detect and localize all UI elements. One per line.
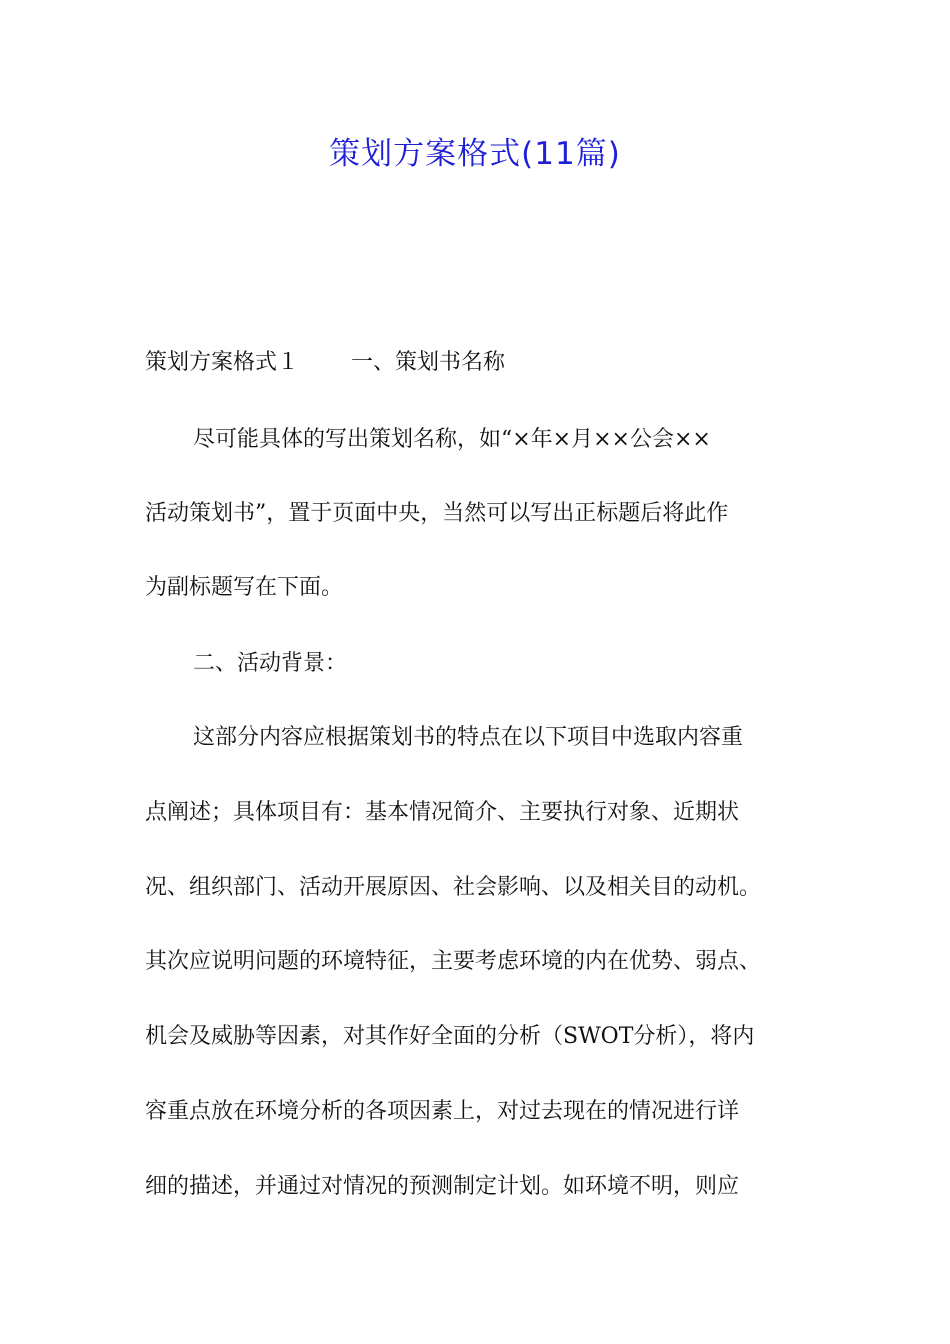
paragraph-line: 尽可能具体的写出策划名称，如“×年×月××公会×× xyxy=(193,427,711,452)
paragraph-line: 为副标题写在下面。 xyxy=(145,575,344,600)
document-section-label: 策划方案格式１ xyxy=(145,350,300,375)
section-heading-line xyxy=(145,345,505,376)
paragraph-line: 活动策划书”，置于页面中央，当然可以写出正标题后将此作 xyxy=(145,501,729,526)
paragraph-line: 这部分内容应根据策划书的特点在以下项目中选取内容重 xyxy=(193,725,744,750)
heading-plan-name: 一、策划书名称 xyxy=(351,350,506,375)
paragraph-line: 况、组织部门、活动开展原因、社会影响、以及相关目的动机。 xyxy=(145,875,762,900)
heading-activity-background: 二、活动背景： xyxy=(193,651,348,676)
paragraph-line: 容重点放在环境分析的各项因素上，对过去现在的情况进行详 xyxy=(145,1099,740,1124)
paragraph-line: 点阐述；具体项目有：基本情况简介、主要执行对象、近期状 xyxy=(145,800,740,825)
paragraph-line: 机会及威胁等因素，对其作好全面的分析（SWOT分析），将内 xyxy=(145,1024,755,1049)
paragraph-line: 其次应说明问题的环境特征，主要考虑环境的内在优势、弱点、 xyxy=(145,949,762,974)
document-title: 策划方案格式(11篇) xyxy=(329,136,621,172)
paragraph-line: 细的描述，并通过对情况的预测制定计划。如环境不明，则应 xyxy=(145,1174,740,1199)
